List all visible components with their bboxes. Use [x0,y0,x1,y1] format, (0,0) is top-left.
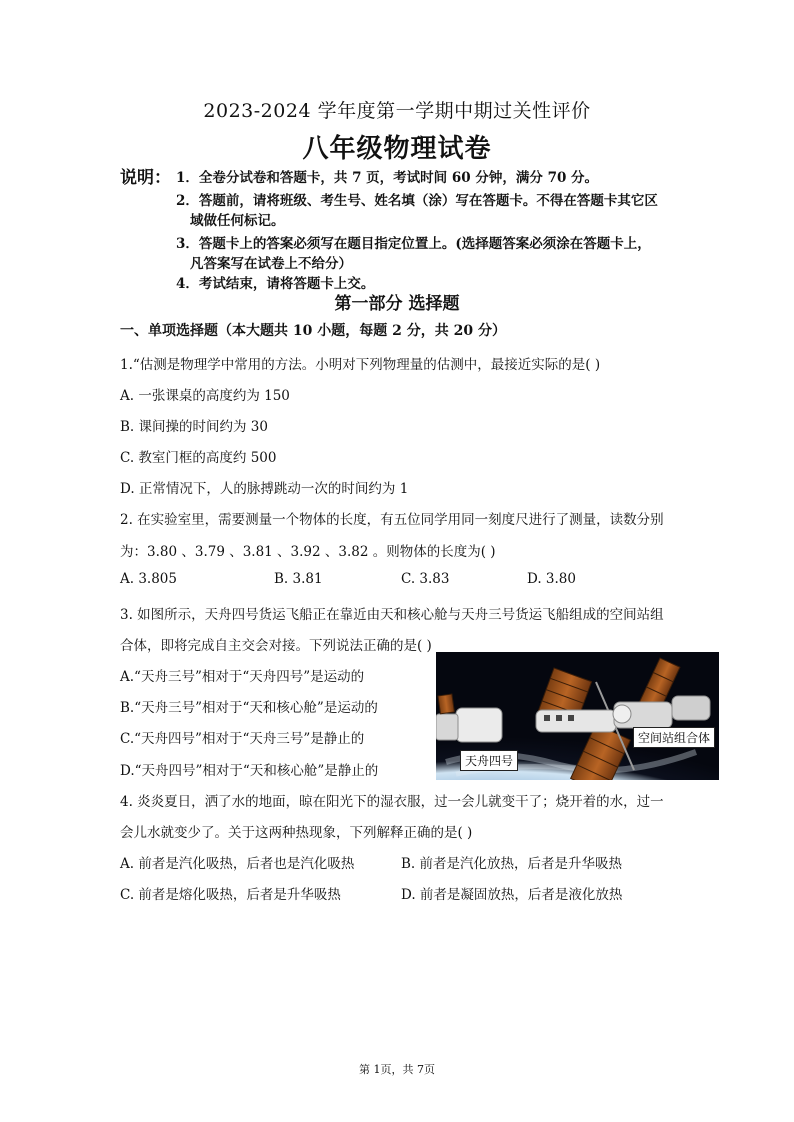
question-2-stem-line2: 为：3.80 、3.79 、3.81 、3.92 、3.82 。则物体的长度为( ) [120,544,496,560]
question-4-option-a: A. 前者是汽化吸热，后者也是汽化吸热 [120,856,355,872]
instructions-label: 说明： [120,168,171,188]
question-2-stem: 2. 在实验室里，需要测量一个物体的长度，有五位同学用同一刻度尺进行了测量，读数分别 [120,512,664,528]
instruction-item: 3．答题卡上的答案必须写在题目指定位置上。(选择题答案必须涂在答题卡上， [176,236,651,252]
question-3-option-c: C.“天舟四号”相对于“天舟三号”是静止的 [120,731,365,747]
question-2-option-b: B. 3.81 [274,571,323,587]
question-4-stem: 4. 炎炎夏日，洒了水的地面，晾在阳光下的湿衣服，过一会儿就变干了；烧开着的水，过一 [120,794,664,810]
question-4-stem-line2: 会儿水就变少了。关于这两种热现象，下列解释正确的是( ) [120,825,473,841]
instruction-item: 1．全卷分试卷和答题卡，共 7 页，考试时间 60 分钟，满分 70 分。 [176,170,599,186]
question-3-option-d: D.“天舟四号”相对于“天和核心舱”是静止的 [120,763,379,779]
exam-title-line2: 八年级物理试卷 [302,134,492,164]
section-title: 一、单项选择题（本大题共 10 小题，每题 2 分，共 20 分） [120,323,506,339]
figure-label-space-station: 空间站组合体 [633,727,715,748]
question-3-option-b: B.“天舟三号”相对于“天和核心舱”是运动的 [120,700,378,716]
question-3-stem-line2: 合体，即将完成自主交会对接。下列说法正确的是( ) [120,638,432,654]
part-title: 第一部分 选择题 [334,294,460,314]
figure-label-tianzhou-4: 天舟四号 [460,750,518,771]
question-3-stem: 3. 如图所示，天舟四号货运飞船正在靠近由天和核心舱与天舟三号货运飞船组成的空间站组 [120,607,664,623]
question-1-option-b: B. 课间操的时间约为 30 [120,419,268,435]
question-4-option-b: B. 前者是汽化放热，后者是升华吸热 [401,856,623,872]
space-station-figure [436,652,719,780]
instruction-item: 凡答案写在试卷上不给分） [190,256,352,272]
question-2-option-c: C. 3.83 [401,571,450,587]
exam-title-line1: 2023-2024 学年度第一学期中期过关性评价 [203,100,591,122]
question-2-option-d: D. 3.80 [527,571,576,587]
question-1-option-c: C. 教室门框的高度约 500 [120,450,277,466]
instruction-item: 4．考试结束，请将答题卡上交。 [176,276,375,292]
instruction-item: 域做任何标记。 [190,213,285,229]
page-footer: 第 1页，共 7页 [359,1063,435,1076]
instruction-item: 2．答题前，请将班级、考生号、姓名填（涂）写在答题卡。不得在答题卡其它区 [176,193,658,209]
question-4-option-c: C. 前者是熔化吸热，后者是升华吸热 [120,887,341,903]
question-1-stem: 1.“估测是物理学中常用的方法。小明对下列物理量的估测中，最接近实际的是( ) [120,357,601,373]
question-4-option-d: D. 前者是凝固放热，后者是液化放热 [401,887,623,903]
question-2-option-a: A. 3.805 [120,571,177,587]
question-3-option-a: A.“天舟三号”相对于“天舟四号”是运动的 [120,669,365,685]
question-1-option-a: A. 一张课桌的高度约为 150 [120,388,290,404]
question-1-option-d: D. 正常情况下，人的脉搏跳动一次的时间约为 1 [120,481,409,497]
